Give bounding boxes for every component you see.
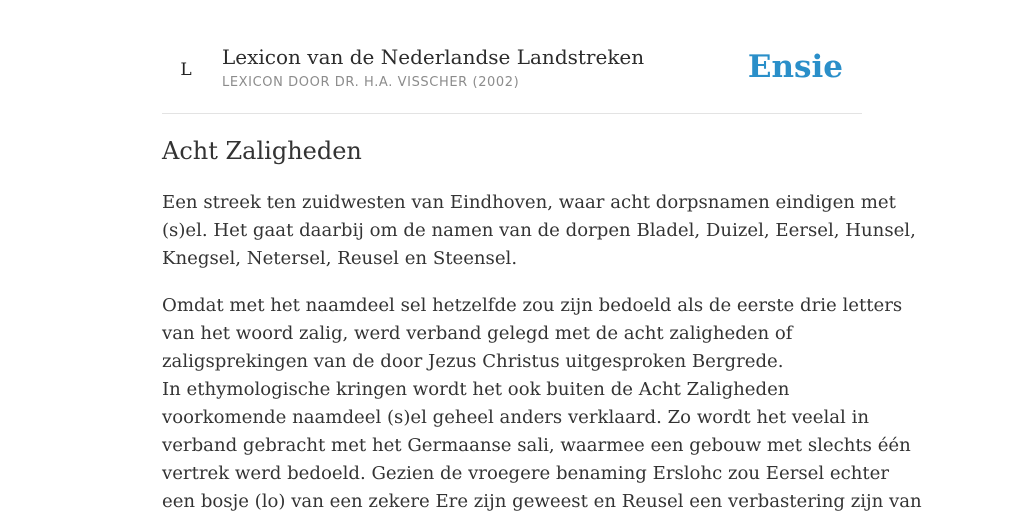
lexicon-title[interactable]: Lexicon van de Nederlandse Landstreken — [222, 45, 645, 69]
text-line: In ethymologische kringen wordt het ook buiten de Acht Zaligheden — [162, 379, 790, 400]
entry-body — [162, 189, 922, 512]
text-line: zaligsprekingen van de door Jezus Christus uitgesproken Bergrede. — [162, 351, 784, 372]
text-line: Een streek ten zuidwesten van Eindhoven, waar acht dorpsnamen eindigen met — [162, 192, 896, 213]
lexicon-author: LEXICON DOOR DR. H.A. VISSCHER (2002) — [222, 75, 520, 90]
content-column — [162, 0, 922, 512]
text-line: voorkomende naamdeel (s)el geheel anders verklaard. Zo wordt het veelal in — [162, 407, 870, 428]
text-line: van het woord zalig, werd verband gelegd met de acht zaligheden of — [162, 323, 793, 344]
text-line: een bosje (lo) van een zekere Ere zijn geweest en Reusel een verbastering zijn van — [162, 491, 922, 512]
paragraph — [162, 292, 922, 512]
lexicon-logo-badge[interactable]: L — [180, 60, 192, 80]
text-line: Omdat met het naamdeel sel hetzelfde zou zijn bedoeld als de eerste drie letters — [162, 295, 903, 316]
entry-title: Acht Zaligheden — [162, 137, 362, 165]
lexicon-header — [162, 0, 862, 114]
text-line: Knegsel, Netersel, Reusel en Steensel. — [162, 248, 518, 269]
text-line: (s)el. Het gaat daarbij om de namen van de dorpen Bladel, Duizel, Eersel, Hunsel, — [162, 220, 916, 241]
text-line: vertrek werd bedoeld. Gezien de vroegere benaming Erslohc zou Eersel echter — [162, 463, 890, 484]
text-line: verband gebracht met het Germaanse sali, waarmee een gebouw met slechts één — [162, 435, 911, 456]
ensie-logo[interactable]: Ensie — [747, 49, 843, 85]
paragraph — [162, 189, 916, 273]
